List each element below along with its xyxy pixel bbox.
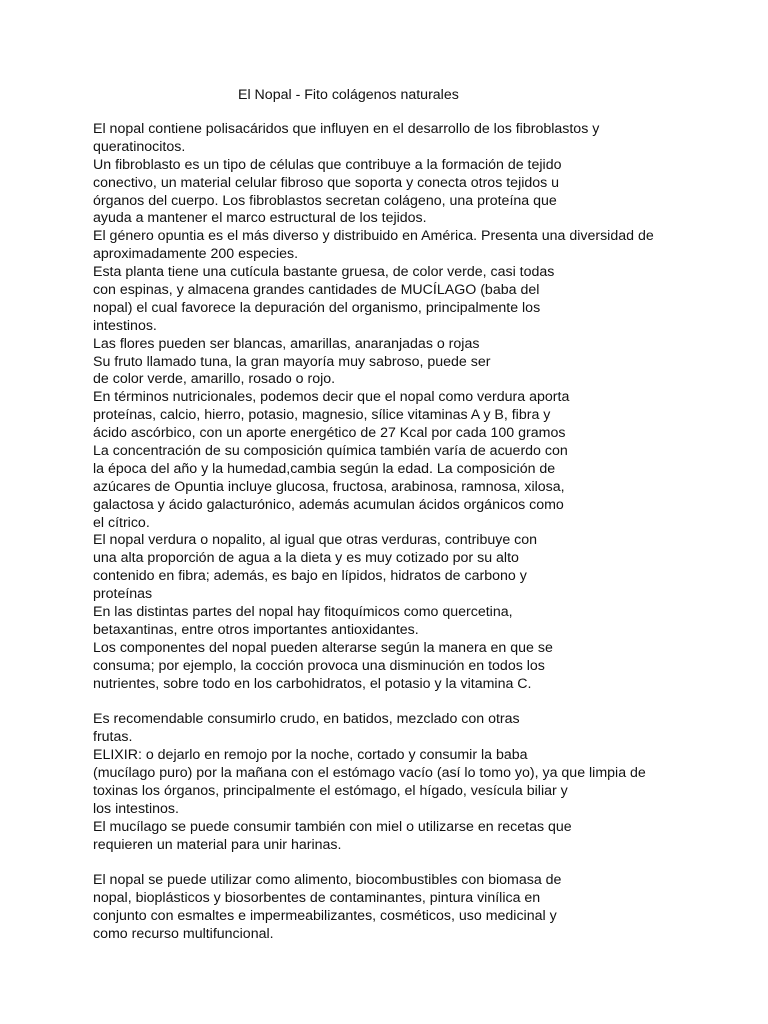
- text-line: aproximadamente 200 especies.: [93, 246, 299, 263]
- text-line: con espinas, y almacena grandes cantidades de MUCÍLAGO (baba del: [93, 282, 540, 299]
- text-line: frutas.: [93, 729, 133, 746]
- text-line: consuma; por ejemplo, la cocción provoca una disminución en todos los: [93, 657, 545, 674]
- text-line: El nopal contiene polisacáridos que influyen en el desarrollo de los fibroblastos y: [93, 121, 600, 137]
- text-line: Es recomendable consumirlo crudo, en batidos, mezclado con otras: [93, 711, 520, 728]
- text-line: nopal, bioplásticos y biosorbentes de contaminantes, pintura vinílica en: [93, 890, 541, 907]
- text-line: azúcares de Opuntia incluye glucosa, fructosa, arabinosa, ramnosa, xilosa,: [93, 478, 565, 495]
- document-body: [93, 121, 654, 944]
- text-line: requieren un material para unir harinas.: [93, 836, 342, 853]
- text-line: ácido ascórbico, con un aporte energético de 27 Kcal por cada 100 gramos: [93, 425, 566, 442]
- text-line: El nopal verdura o nopalito, al igual que otras verduras, contribuye con: [93, 532, 538, 549]
- text-line: contenido en fibra; además, es bajo en lípidos, hidratos de carbono y: [93, 568, 527, 585]
- text-line: una alta proporción de agua a la dieta y es muy cotizado por su alto: [93, 550, 519, 567]
- text-line: conectivo, un material celular fibroso que soporta y conecta otros tejidos u: [93, 174, 560, 191]
- text-line: Las flores pueden ser blancas, amarillas, anaranjadas o rojas: [93, 335, 480, 352]
- text-line: el cítrico.: [93, 514, 150, 531]
- text-line: queratinocitos.: [93, 138, 186, 155]
- text-line: Su fruto llamado tuna, la gran mayoría muy sabroso, puede ser: [93, 353, 491, 370]
- text-line: [93, 694, 654, 712]
- text-line: Un fibroblasto es un tipo de células que contribuye a la formación de tejido: [93, 156, 562, 173]
- text-line: conjunto con esmaltes e impermeabilizantes, cosméticos, uso medicinal y: [93, 908, 557, 925]
- text-line: Los componentes del nopal pueden alterarse según la manera en que se: [93, 639, 553, 656]
- text-line: toxinas los órganos, principalmente el estómago, el hígado, vesícula biliar y: [93, 782, 568, 799]
- text-line: La concentración de su composición química también varía de acuerdo con: [93, 443, 568, 460]
- text-line: órganos del cuerpo. Los fibroblastos secretan colágeno, una proteína que: [93, 192, 557, 209]
- text-line: como recurso multifuncional.: [93, 926, 274, 943]
- text-line: Esta planta tiene una cutícula bastante gruesa, de color verde, casi todas: [93, 264, 555, 281]
- text-line: (mucílago puro) por la mañana con el estómago vacío (así lo tomo yo), ya que limpia de: [93, 765, 646, 782]
- text-line: nutrientes, sobre todo en los carbohidratos, el potasio y la vitamina C.: [93, 675, 532, 692]
- text-line: intestinos.: [93, 317, 157, 334]
- text-line: En términos nutricionales, podemos decir que el nopal como verdura aporta: [93, 389, 570, 406]
- text-line: betaxantinas, entre otros importantes antioxidantes.: [93, 621, 419, 638]
- text-line: proteínas: [93, 586, 153, 603]
- text-line: ayuda a mantener el marco estructural de los tejidos.: [93, 210, 427, 227]
- document-title: El Nopal - Fito colágenos naturales: [238, 87, 459, 103]
- text-line: ELIXIR: o dejarlo en remojo por la noche, cortado y consumir la baba: [93, 747, 528, 764]
- text-line: El mucílago se puede consumir también con miel o utilizarse en recetas que: [93, 818, 572, 835]
- text-line: de color verde, amarillo, rosado o rojo.: [93, 371, 336, 388]
- text-line: proteínas, calcio, hierro, potasio, magnesio, sílice vitaminas A y B, fibra y: [93, 407, 551, 424]
- text-line: la época del año y la humedad,cambia según la edad. La composición de: [93, 460, 556, 477]
- text-line: galactosa y ácido galacturónico, además acumulan ácidos orgánicos como: [93, 496, 564, 513]
- text-line: El género opuntia es el más diverso y distribuido en América. Presenta una diversidad de: [93, 228, 654, 245]
- text-line: nopal) el cual favorece la depuración del organismo, principalmente los: [93, 299, 541, 316]
- text-line: En las distintas partes del nopal hay fitoquímicos como quercetina,: [93, 604, 513, 621]
- text-line: El nopal se puede utilizar como alimento, biocombustibles con biomasa de: [93, 872, 562, 889]
- text-line: los intestinos.: [93, 800, 179, 817]
- text-line: [93, 855, 654, 873]
